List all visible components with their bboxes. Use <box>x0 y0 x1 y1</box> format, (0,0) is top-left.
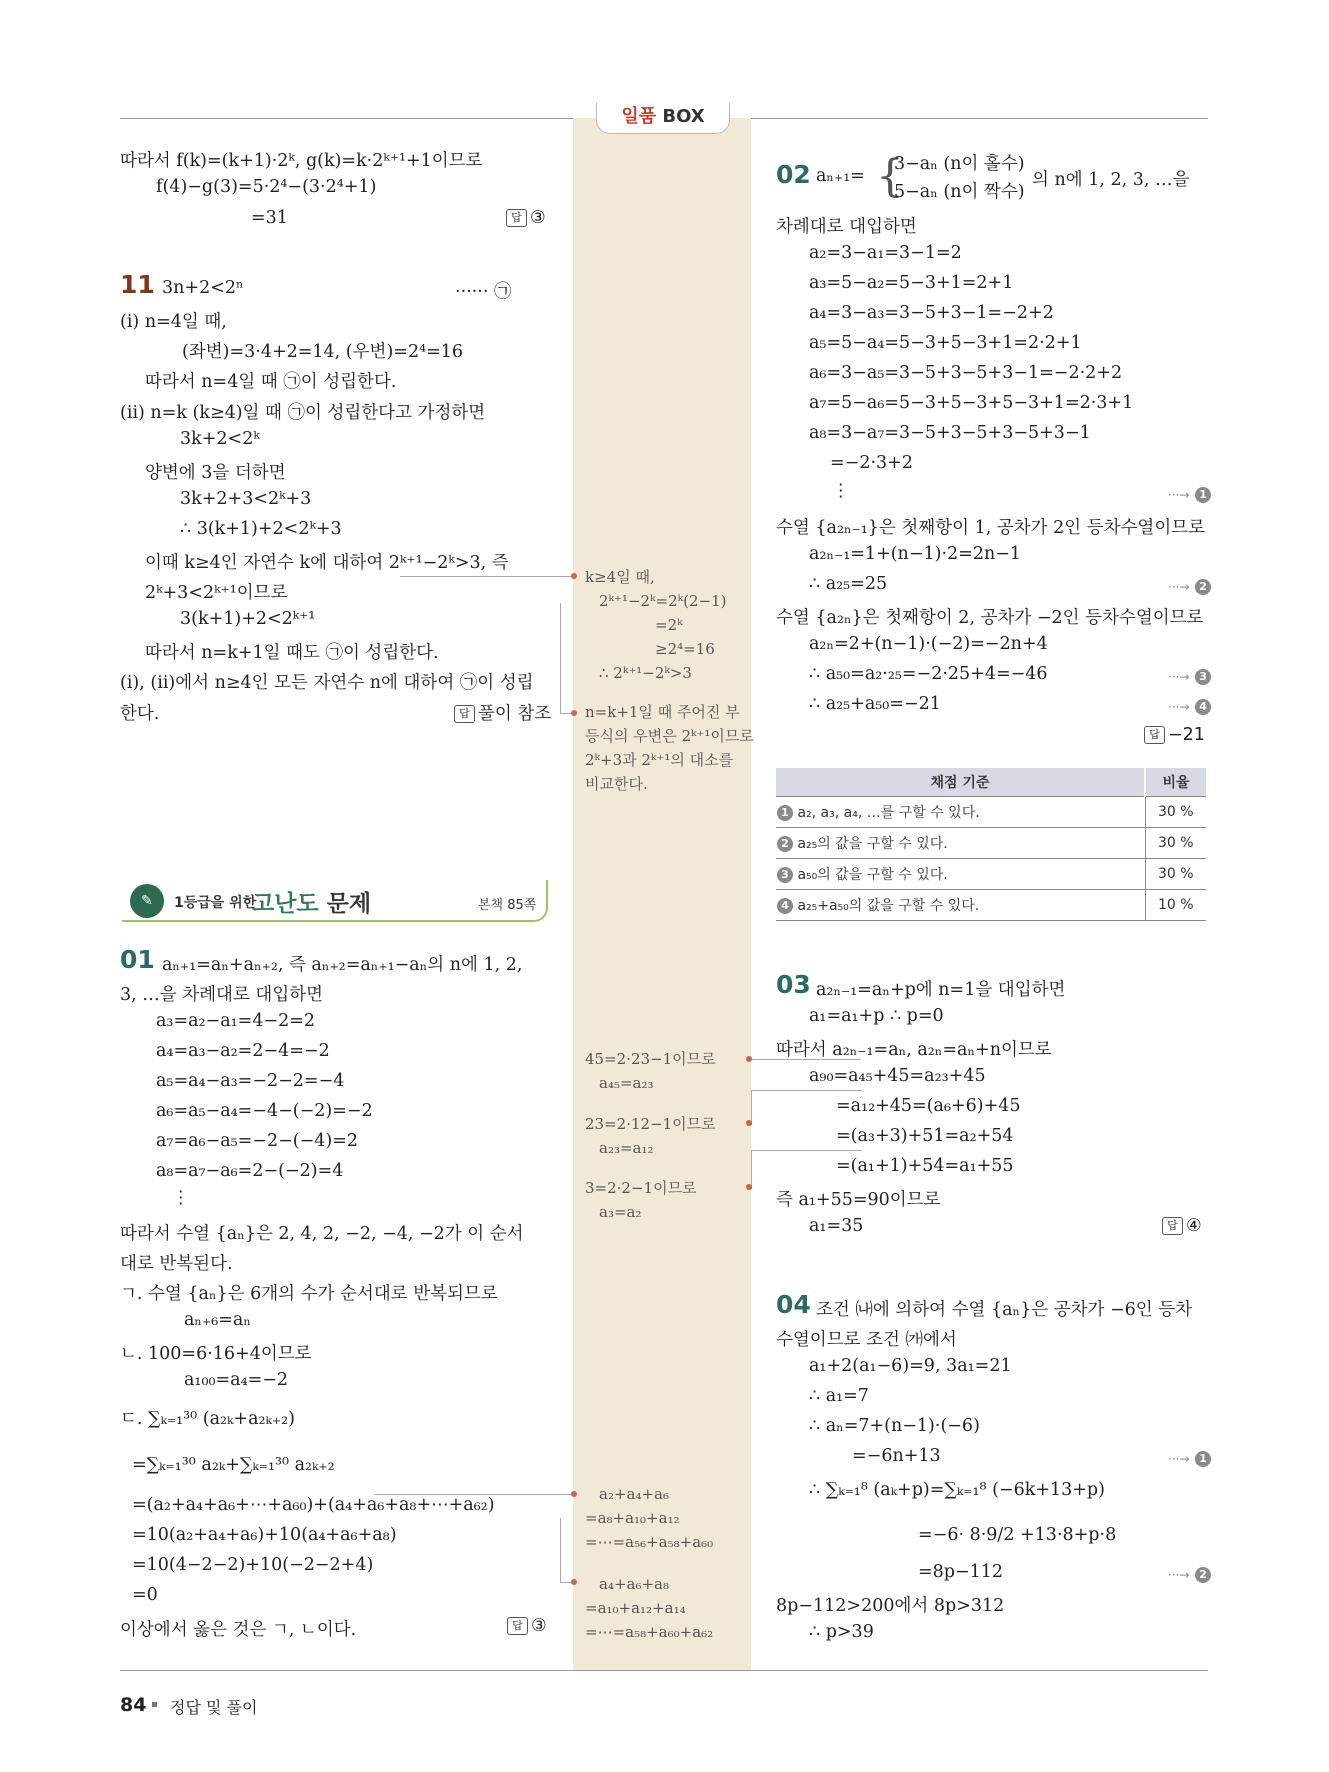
text-line: a₅=5−a₄=5−3+5−3+1=2·2+1 <box>809 333 1082 353</box>
box-title: 일품 BOX <box>596 103 730 134</box>
text-line: aₙ₊₁=aₙ+aₙ₊₂, 즉 aₙ₊₂=aₙ₊₁−aₙ의 n에 1, 2, <box>162 955 523 975</box>
text-line: a₁=a₁+p ∴ p=0 <box>809 1006 944 1026</box>
text-line: =−6n+13 <box>852 1446 941 1466</box>
footer-title: 정답 및 풀이 <box>170 1698 258 1717</box>
table-row: 3 a₅₀의 값을 구할 수 있다. 30 % <box>776 859 1206 890</box>
text-line: a₂ₙ₋₁=aₙ+p에 n=1을 대입하면 <box>816 980 1066 1000</box>
text-line: ㄷ. ∑ₖ₌₁³⁰ (a₂ₖ+a₂ₖ₊₂) <box>120 1409 295 1429</box>
step-marker-4: ···→ 4 <box>1168 696 1211 716</box>
text-line: a₁+2(a₁−6)=9, 3a₁=21 <box>809 1356 1012 1376</box>
problem-number: 04 <box>776 1290 811 1319</box>
text-line: 3(k+1)+2<2ᵏ⁺¹ <box>180 609 316 629</box>
text-line: =−2·3+2 <box>830 453 913 473</box>
problem-number: 01 <box>120 945 155 974</box>
step-marker-1: ···→ 1 <box>1168 1448 1211 1468</box>
text-line: ∴ 3(k+1)+2<2ᵏ+3 <box>180 519 342 539</box>
connector-line <box>375 1494 573 1495</box>
answer-icon: 답 <box>506 209 527 227</box>
text-line: =0 <box>132 1585 158 1605</box>
text-line: =10(a₂+a₄+a₆)+10(a₄+a₆+a₈) <box>132 1525 397 1545</box>
answer: 답 −21 <box>1144 725 1205 745</box>
text-line: 수열이므로 조건 ㈎에서 <box>776 1330 957 1350</box>
table-row: 4 a₂₅+a₅₀의 값을 구할 수 있다. 10 % <box>776 890 1206 921</box>
box-note-7: a₄+a₆+a₈ =a₁₀+a₁₂+a₁₄ =⋯=a₅₈+a₆₀+a₆₂ <box>585 1575 714 1641</box>
connector-dot <box>746 1184 752 1190</box>
text-line: ∴ a₂₅+a₅₀=−21 <box>809 694 941 714</box>
problem-number: 03 <box>776 970 811 999</box>
text-line: f(4)−g(3)=5·2⁴−(3·2⁴+1) <box>156 177 377 197</box>
text-line: aₙ₊₁= <box>816 166 865 186</box>
text-line: (ⅰ), (ⅱ)에서 n≥4인 모든 자연수 n에 대하여 ㉠이 성립 <box>120 673 534 693</box>
text-line: 따라서 수열 {aₙ}은 2, 4, 2, −2, −4, −2가 이 순서 <box>120 1224 524 1244</box>
text-line: a₁=35 <box>809 1216 864 1236</box>
text-line: a₂=3−a₁=3−1=2 <box>809 243 962 263</box>
problem-11 <box>120 270 155 299</box>
text-line: ∴ a₅₀=a₂·₂₅=−2·25+4=−46 <box>809 664 1048 684</box>
answer: 답 ③ <box>506 208 546 228</box>
connector-dot <box>571 1579 577 1585</box>
connector-dot <box>571 573 577 579</box>
connector-dot <box>571 710 577 716</box>
text-line: 5−aₙ (n이 짝수) <box>894 182 1025 202</box>
text-line: a₃=5−a₂=5−3+1=2+1 <box>809 273 1014 293</box>
connector-dot <box>571 1491 577 1497</box>
step-marker-2: ···→ 2 <box>1168 576 1211 596</box>
text-line: 이때 k≥4인 자연수 k에 대하여 2ᵏ⁺¹−2ᵏ>3, 즉 <box>145 553 509 573</box>
connector-dot <box>746 1120 752 1126</box>
text-line: 3−aₙ (n이 홀수) <box>894 154 1025 174</box>
text-line: 조건 ㈏에 의하여 수열 {aₙ}은 공차가 −6인 등차 <box>816 1300 1193 1320</box>
text-line: 따라서 n=k+1일 때도 ㉠이 성립한다. <box>145 643 439 663</box>
connector-line <box>560 603 575 714</box>
step-marker-2: ···→ 2 <box>1168 1564 1211 1584</box>
text-line: 의 n에 1, 2, 3, …을 <box>1032 170 1190 190</box>
connector-line <box>400 576 574 577</box>
text-line: ∴ aₙ=7+(n−1)·(−6) <box>809 1416 980 1436</box>
text-line: 한다. <box>120 704 160 724</box>
answer-icon: 답 <box>1162 1217 1183 1235</box>
text-line: 수열 {a₂ₙ₋₁}은 첫째항이 1, 공차가 2인 등차수열이므로 <box>776 518 1206 538</box>
footer-separator <box>152 1702 157 1707</box>
answer-icon: 답 <box>454 705 475 723</box>
banner-reference: 본책 85쪽 <box>478 898 537 913</box>
problem-01 <box>120 945 155 974</box>
text-line: a₈=a₇−a₆=2−(−2)=4 <box>156 1161 344 1181</box>
scoring-table <box>776 768 1206 921</box>
text-line: =∑ₖ₌₁³⁰ a₂ₖ+∑ₖ₌₁³⁰ a₂ₖ₊₂ <box>132 1455 335 1475</box>
text-line: ㄱ. 수열 {aₙ}은 6개의 수가 순서대로 반복되므로 <box>120 1284 498 1304</box>
text-line: 즉 a₁+55=90이므로 <box>776 1190 941 1210</box>
text-line: ㄴ. 100=6·16+4이므로 <box>120 1344 312 1364</box>
text-line: 8p−112>200에서 8p>312 <box>776 1596 1005 1616</box>
text-line: a₂ₙ=2+(n−1)·(−2)=−2n+4 <box>809 634 1048 654</box>
problem-number: 02 <box>776 160 811 189</box>
text-line: aₙ₊₆=aₙ <box>184 1310 251 1330</box>
text-line: 3, …을 차례대로 대입하면 <box>120 985 324 1005</box>
text-line: a₂ₙ₋₁=1+(n−1)·2=2n−1 <box>809 544 1022 564</box>
text-line: 따라서 n=4일 때 ㉠이 성립한다. <box>145 372 397 392</box>
text-line: ∴ a₂₅=25 <box>809 574 888 594</box>
text-line: 양변에 3을 더하면 <box>145 463 286 483</box>
connector-dot <box>746 1056 752 1062</box>
text-line: 따라서 f(k)=(k+1)·2ᵏ, g(k)=k·2ᵏ⁺¹+1이므로 <box>120 151 483 171</box>
text-line: ∴ a₁=7 <box>809 1386 869 1406</box>
text-line: 3k+2<2ᵏ <box>180 429 260 449</box>
table-row: 1 a₂, a₃, a₄, …를 구할 수 있다. 30 % <box>776 797 1206 828</box>
text-line: a₃=a₂−a₁=4−2=2 <box>156 1011 316 1031</box>
text-line: 3n+2<2ⁿ <box>162 278 244 298</box>
box-note-6: a₂+a₄+a₆ =a₈+a₁₀+a₁₂ =⋯=a₅₆+a₅₈+a₆₀ <box>585 1485 714 1551</box>
text-line: =a₁₂+45=(a₆+6)+45 <box>836 1096 1021 1116</box>
text-line: a₅=a₄−a₃=−2−2=−4 <box>156 1071 345 1091</box>
text-line: a₁₀₀=a₄=−2 <box>184 1370 289 1390</box>
text-line: a₄=a₃−a₂=2−4=−2 <box>156 1041 330 1061</box>
text-line: 차례대로 대입하면 <box>776 217 917 237</box>
text-line: =(a₁+1)+54=a₁+55 <box>836 1156 1014 1176</box>
step-marker-3: ···→ 3 <box>1168 666 1211 686</box>
answer-icon: 답 <box>1144 726 1165 744</box>
text-line: 이상에서 옳은 것은 ㄱ, ㄴ이다. <box>120 1620 357 1640</box>
box-note-5: 3=2·2−1이므로 a₃=a₂ <box>585 1179 697 1221</box>
answer-icon: 답 <box>507 1617 528 1635</box>
problem-number: 11 <box>120 270 155 299</box>
page-number: 84 <box>120 1694 147 1716</box>
box-note-3: 45=2·23−1이므로 a₄₅=a₂₃ <box>585 1050 716 1092</box>
connector-line <box>560 1518 574 1583</box>
text-line: =(a₂+a₄+a₆+⋯+a₆₀)+(a₄+a₆+a₈+⋯+a₆₂) <box>132 1495 495 1515</box>
text-line: 대로 반복된다. <box>120 1254 233 1274</box>
box-column <box>573 118 751 1670</box>
text-line: =31 <box>251 208 288 228</box>
text-line: 2ᵏ+3<2ᵏ⁺¹이므로 <box>145 583 288 603</box>
text-line: =−6· 8·9/2 +13·8+p·8 <box>918 1525 1117 1545</box>
answer: 답 ④ <box>1162 1216 1202 1236</box>
step-marker-1: ···→ 1 <box>1168 484 1211 504</box>
text-line: (ⅰ) n=4일 때, <box>120 312 227 332</box>
text-line: 수열 {a₂ₙ}은 첫째항이 2, 공차가 −2인 등차수열이므로 <box>776 608 1204 628</box>
box-note-1: k≥4일 때, 2ᵏ⁺¹−2ᵏ=2ᵏ(2−1) =2ᵏ ≥2⁴=16 ∴ 2ᵏ⁺¹−2ᵏ>3 <box>585 568 727 682</box>
answer: 답 풀이 참조 <box>454 700 551 725</box>
text-line: a₇=a₆−a₅=−2−(−4)=2 <box>156 1131 359 1151</box>
text-line: a₆=a₅−a₄=−4−(−2)=−2 <box>156 1101 373 1121</box>
banner-title: 고난도 문제 <box>252 891 372 917</box>
text-line: 3k+2+3<2ᵏ+3 <box>180 489 312 509</box>
text-line: a₆=3−a₅=3−5+3−5+3−1=−2·2+2 <box>809 363 1123 383</box>
problem-04 <box>776 1290 811 1319</box>
table-row: 2 a₂₅의 값을 구할 수 있다. 30 % <box>776 828 1206 859</box>
answer: 답 ③ <box>507 1616 547 1636</box>
text-line: (좌변)=3·4+2=14, (우변)=2⁴=16 <box>182 342 464 362</box>
text-line: a₇=5−a₆=5−3+5−3+5−3+1=2·3+1 <box>809 393 1134 413</box>
text-line: a₉₀=a₄₅+45=a₂₃+45 <box>809 1066 986 1086</box>
text-line: 따라서 a₂ₙ₋₁=aₙ, a₂ₙ=aₙ+n이므로 <box>776 1040 1052 1060</box>
text-line: =(a₃+3)+51=a₂+54 <box>836 1126 1014 1146</box>
text-line: ⋮ <box>832 481 850 501</box>
text-line: ······ ㉠ <box>455 282 512 302</box>
text-line: a₄=3−a₃=3−5+3−1=−2+2 <box>809 303 1054 323</box>
table-header: 채점 기준 비율 <box>776 768 1206 797</box>
text-line: (ⅱ) n=k (k≥4)일 때 ㉠이 성립한다고 가정하면 <box>120 403 486 423</box>
bottom-rule <box>120 1670 1208 1671</box>
trophy-icon: ✎ <box>130 884 164 918</box>
text-line: a₈=3−a₇=3−5+3−5+3−5+3−1 <box>809 423 1091 443</box>
banner-subtitle: 1등급을 위한 <box>174 895 257 911</box>
brace-symbol: { <box>876 151 904 202</box>
text-line: ∴ p>39 <box>809 1622 874 1642</box>
problem-03 <box>776 970 811 999</box>
box-note-4: 23=2·12−1이므로 a₂₃=a₁₂ <box>585 1115 716 1157</box>
text-line: ⋮ <box>172 1188 190 1208</box>
text-line: =8p−112 <box>918 1562 1004 1582</box>
text-line: =10(4−2−2)+10(−2−2+4) <box>132 1555 374 1575</box>
problem-02 <box>776 160 811 189</box>
box-note-2: n=k+1일 때 주어진 부 등식의 우변은 2ᵏ⁺¹이므로 2ᵏ+3과 2ᵏ⁺¹의 대소를 비교한다. <box>585 703 754 793</box>
text-line: ∴ ∑ₖ₌₁⁸ (aₖ+p)=∑ₖ₌₁⁸ (−6k+13+p) <box>809 1480 1105 1500</box>
